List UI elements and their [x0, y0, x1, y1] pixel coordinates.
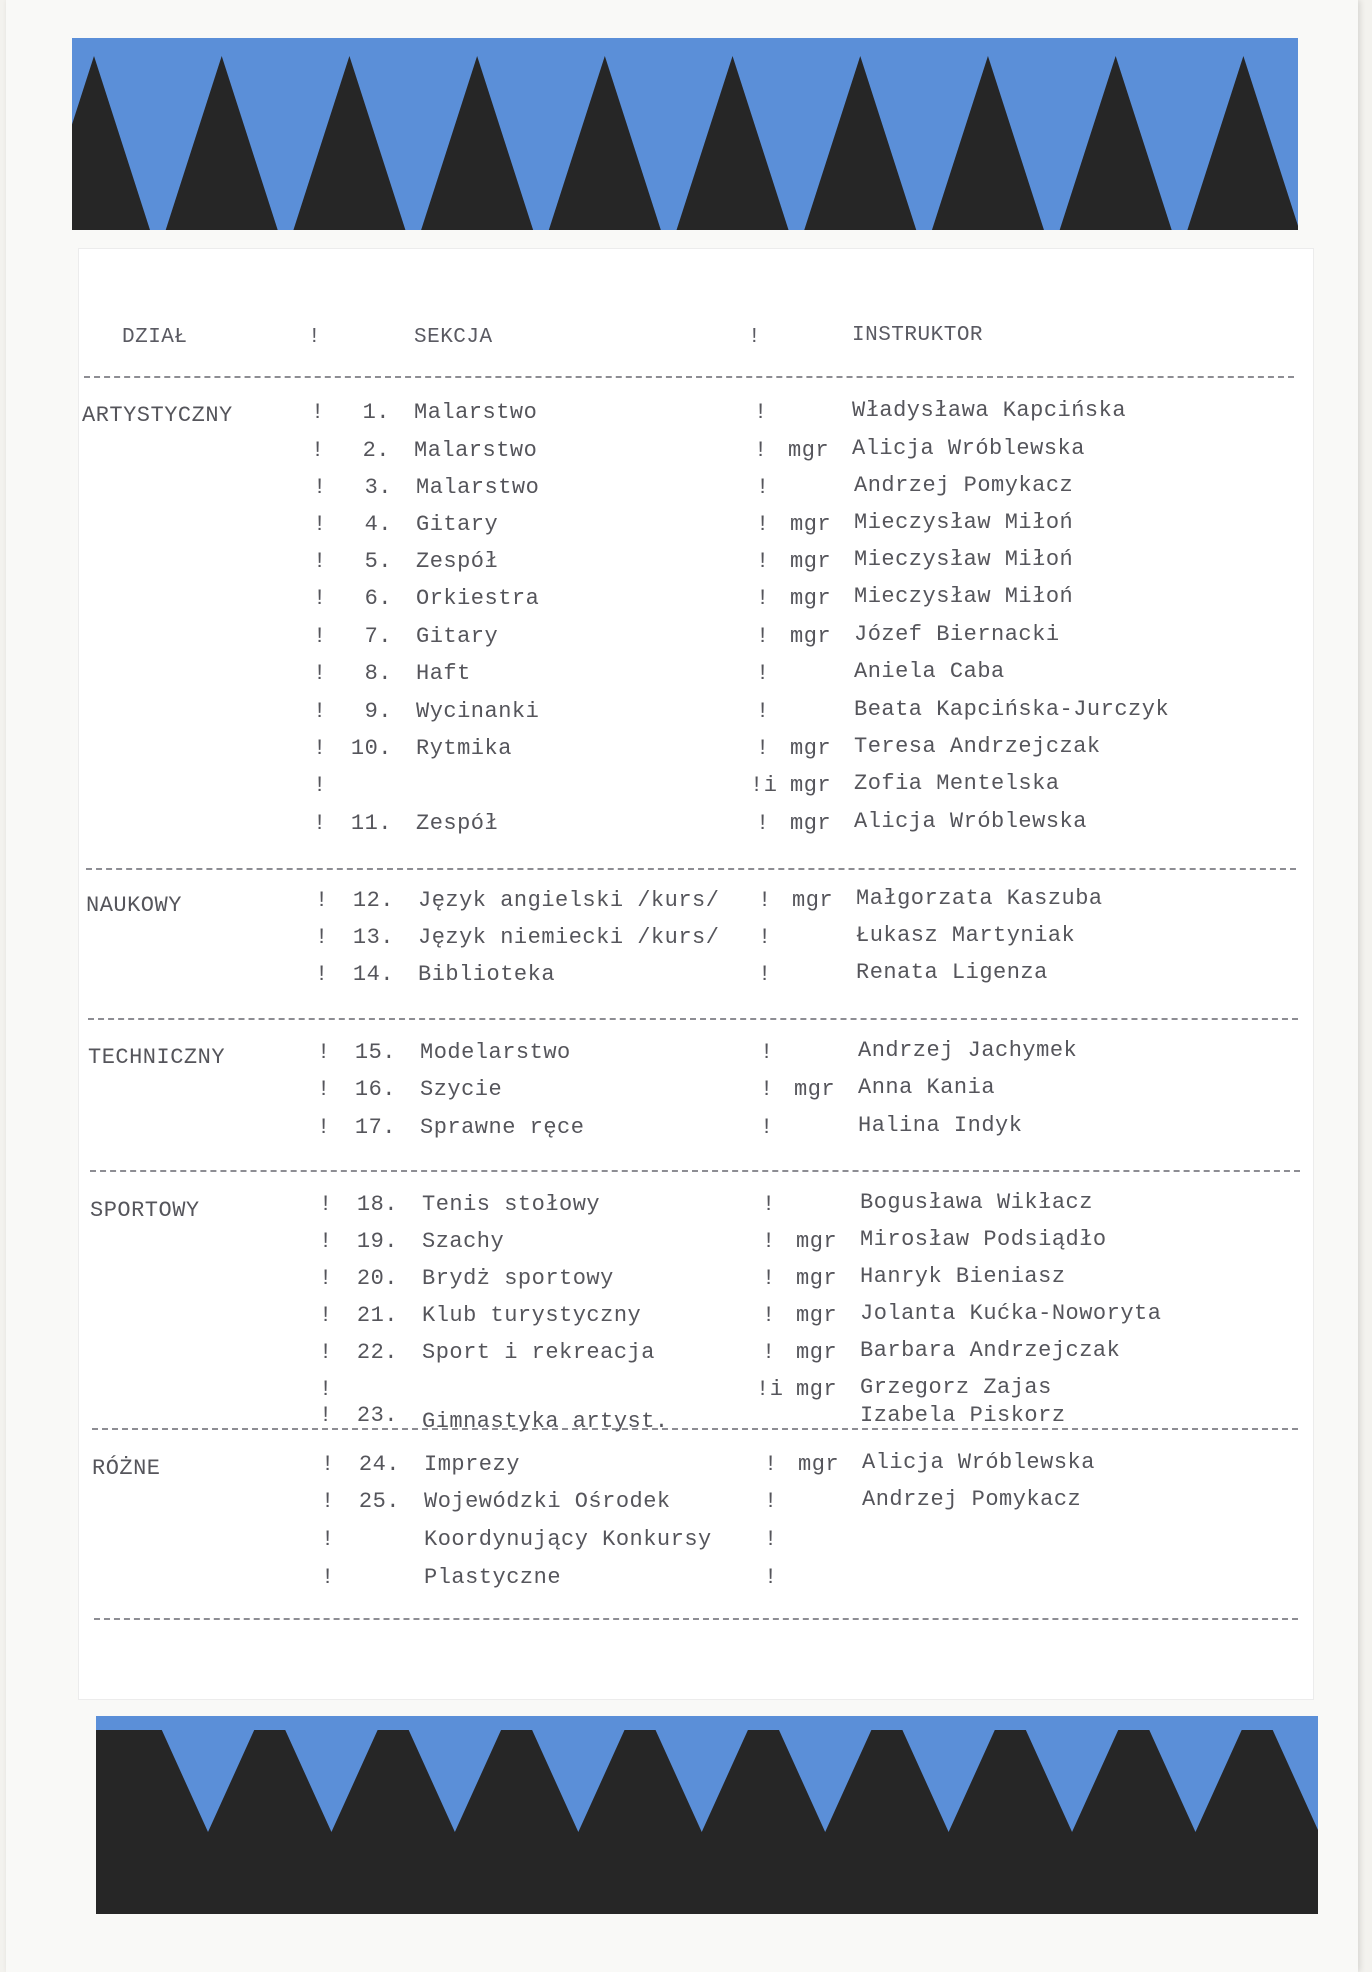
instructor-name: Małgorzata Kaszuba [856, 886, 1103, 911]
section-number: 22. [356, 1340, 398, 1365]
section-name: Haft [416, 661, 471, 686]
column-separator: ! [758, 925, 772, 950]
instructor-title: mgr [790, 512, 832, 537]
instructor-title: mgr [796, 1340, 838, 1365]
column-separator: ! [756, 811, 770, 836]
document-page [6, 0, 1358, 1972]
row-divider [88, 1018, 1298, 1020]
section-name: Klub turystyczny [422, 1303, 642, 1328]
section-name: Język angielski /kurs/ [418, 888, 720, 913]
column-separator: ! [756, 512, 770, 537]
instructor-title: mgr [790, 549, 832, 574]
section-number: 8. [364, 661, 392, 686]
section-name: Gimnastyka artyst. [422, 1409, 669, 1434]
column-separator: !i [750, 773, 778, 798]
instructor-name: Mirosław Podsiądło [860, 1227, 1107, 1252]
instructor-name: Hanryk Bieniasz [860, 1264, 1066, 1289]
column-separator: ! [315, 925, 329, 950]
column-separator: ! [758, 888, 772, 913]
column-separator: ! [764, 1565, 778, 1590]
section-number: 2. [362, 438, 390, 463]
section-number: 17. [354, 1115, 396, 1140]
section-number: 25. [358, 1489, 400, 1514]
column-separator: ! [319, 1403, 333, 1428]
column-separator: ! [319, 1192, 333, 1217]
section-name: Tenis stołowy [422, 1192, 601, 1217]
section-name: Imprezy [424, 1452, 520, 1477]
header-separator: ! [308, 326, 322, 349]
column-separator: ! [313, 661, 327, 686]
column-separator: ! [756, 736, 770, 761]
row-divider [90, 1170, 1300, 1172]
section-number: 13. [352, 925, 394, 950]
section-number: 14. [352, 962, 394, 987]
column-separator: ! [317, 1115, 331, 1140]
column-separator: ! [754, 400, 768, 425]
department-label-rozne: RÓŻNE [92, 1456, 161, 1481]
column-separator: ! [756, 661, 770, 686]
section-name: Malarstwo [414, 400, 538, 425]
section-name: Język niemiecki /kurs/ [418, 925, 720, 950]
column-separator: ! [313, 773, 327, 798]
section-name: Malarstwo [416, 475, 540, 500]
section-number: 16. [354, 1077, 396, 1102]
table-sheet [78, 248, 1314, 1700]
section-name: Wojewódzki Ośrodek [424, 1489, 671, 1514]
section-name: Malarstwo [414, 438, 538, 463]
section-name: Gitary [416, 512, 499, 537]
column-separator: ! [762, 1192, 776, 1217]
instructor-title: mgr [790, 624, 832, 649]
column-separator: ! [313, 811, 327, 836]
column-separator: ! [311, 400, 325, 425]
header-sekcja: SEKCJA [414, 326, 493, 349]
column-separator: ! [756, 586, 770, 611]
instructor-title: mgr [796, 1377, 838, 1402]
section-number: 21. [356, 1303, 398, 1328]
instructor-name: Renata Ligenza [856, 960, 1048, 985]
column-separator: ! [754, 438, 768, 463]
column-separator: ! [317, 1040, 331, 1065]
column-separator: ! [313, 736, 327, 761]
column-separator: ! [313, 699, 327, 724]
instructor-name: Zofia Mentelska [854, 771, 1060, 796]
column-separator: ! [756, 549, 770, 574]
column-separator: ! [313, 512, 327, 537]
row-divider [92, 1428, 1298, 1430]
instructor-name: Izabela Piskorz [860, 1403, 1066, 1428]
section-name: Wycinanki [416, 699, 540, 724]
section-number: 5. [364, 549, 392, 574]
section-name: Zespół [416, 549, 499, 574]
section-number: 4. [364, 512, 392, 537]
row-divider [86, 868, 1296, 870]
column-separator: ! [762, 1303, 776, 1328]
instructor-name: Mieczysław Miłoń [854, 584, 1074, 609]
column-separator: ! [321, 1565, 335, 1590]
section-number: 20. [356, 1266, 398, 1291]
section-name: Szachy [422, 1229, 505, 1254]
instructor-name: Józef Biernacki [854, 622, 1060, 647]
column-separator: ! [762, 1340, 776, 1365]
header-dzial: DZIAŁ [122, 326, 188, 349]
section-name: Brydż sportowy [422, 1266, 614, 1291]
instructor-title: mgr [790, 773, 832, 798]
instructor-name: Bogusława Wikłacz [860, 1190, 1093, 1215]
column-separator: ! [764, 1527, 778, 1552]
instructor-name: Aniela Caba [854, 659, 1005, 684]
instructor-name: Halina Indyk [858, 1113, 1023, 1138]
instructor-title: mgr [792, 888, 834, 913]
column-separator: ! [319, 1303, 333, 1328]
department-label-artystyczny: ARTYSTYCZNY [82, 403, 233, 428]
column-separator: ! [319, 1229, 333, 1254]
section-number: 9. [364, 699, 392, 724]
instructor-name: Łukasz Martyniak [856, 923, 1076, 948]
header-instruktor: INSTRUKTOR [852, 324, 984, 347]
instructor-title: mgr [796, 1303, 838, 1328]
department-label-techniczny: TECHNICZNY [88, 1045, 226, 1070]
instructor-title: mgr [796, 1229, 838, 1254]
column-separator: ! [762, 1229, 776, 1254]
instructor-name: Andrzej Pomykacz [854, 473, 1074, 498]
section-name: Modelarstwo [420, 1040, 571, 1065]
column-separator: ! [756, 624, 770, 649]
column-separator: ! [317, 1077, 331, 1102]
column-separator: ! [321, 1527, 335, 1552]
instructor-title: mgr [790, 736, 832, 761]
column-separator: ! [313, 624, 327, 649]
section-number: 15. [354, 1040, 396, 1065]
instructor-title: mgr [794, 1077, 836, 1102]
instructor-name: Grzegorz Zajas [860, 1375, 1052, 1400]
department-label-sportowy: SPORTOWY [90, 1198, 200, 1223]
section-name: Szycie [420, 1077, 503, 1102]
section-number: 3. [364, 475, 392, 500]
section-number: 7. [364, 624, 392, 649]
section-name: Rytmika [416, 736, 512, 761]
column-separator: ! [760, 1077, 774, 1102]
instructor-name: Mieczysław Miłoń [854, 510, 1074, 535]
bottom-decorative-band [96, 1716, 1318, 1914]
column-separator: ! [313, 549, 327, 574]
section-number: 11. [350, 811, 392, 836]
instructor-title: mgr [790, 586, 832, 611]
section-number: 24. [358, 1452, 400, 1477]
header-separator: ! [748, 326, 762, 349]
column-separator: ! [311, 438, 325, 463]
instructor-name: Andrzej Pomykacz [862, 1487, 1082, 1512]
section-number: 10. [350, 736, 392, 761]
section-name: Biblioteka [418, 962, 556, 987]
column-separator: ! [313, 586, 327, 611]
column-separator: ! [756, 475, 770, 500]
instructor-name: Jolanta Kućka-Noworyta [860, 1301, 1162, 1326]
top-decorative-band [72, 38, 1298, 230]
instructor-name: Beata Kapcińska-Jurczyk [854, 697, 1170, 722]
column-separator: ! [319, 1340, 333, 1365]
instructor-name: Władysława Kapcińska [852, 398, 1127, 423]
column-separator: ! [321, 1489, 335, 1514]
section-number: 23. [356, 1403, 398, 1428]
section-number: 12. [352, 888, 394, 913]
column-separator: ! [315, 888, 329, 913]
instructor-name: Mieczysław Miłoń [854, 547, 1074, 572]
column-separator: ! [313, 475, 327, 500]
column-separator: ! [321, 1452, 335, 1477]
section-name: Koordynujący Konkursy [424, 1527, 712, 1552]
department-label-naukowy: NAUKOWY [86, 893, 182, 918]
instructor-title: mgr [798, 1452, 840, 1477]
row-divider [84, 376, 1294, 378]
column-separator: ! [760, 1040, 774, 1065]
section-name: Orkiestra [416, 586, 540, 611]
column-separator: ! [319, 1377, 333, 1402]
column-separator: ! [319, 1266, 333, 1291]
section-number: 6. [364, 586, 392, 611]
row-divider [94, 1618, 1298, 1620]
section-number: 19. [356, 1229, 398, 1254]
column-separator: ! [315, 962, 329, 987]
section-name: Gitary [416, 624, 499, 649]
instructor-title: mgr [788, 438, 830, 463]
column-separator: ! [760, 1115, 774, 1140]
column-separator: ! [764, 1452, 778, 1477]
instructor-name: Alicja Wróblewska [854, 809, 1087, 834]
instructor-name: Alicja Wróblewska [862, 1450, 1095, 1475]
section-number: 18. [356, 1192, 398, 1217]
section-number: 1. [362, 400, 390, 425]
section-name: Sport i rekreacja [422, 1340, 655, 1365]
instructor-name: Alicja Wróblewska [852, 436, 1085, 461]
instructor-name: Barbara Andrzejczak [860, 1338, 1121, 1363]
column-separator: ! [756, 699, 770, 724]
column-separator: ! [764, 1489, 778, 1514]
column-separator: ! [758, 962, 772, 987]
instructor-title: mgr [790, 811, 832, 836]
instructor-name: Teresa Andrzejczak [854, 734, 1101, 759]
column-separator: !i [756, 1377, 784, 1402]
section-name: Plastyczne [424, 1565, 562, 1590]
section-name: Sprawne ręce [420, 1115, 585, 1140]
instructor-name: Anna Kania [858, 1075, 996, 1100]
instructor-name: Andrzej Jachymek [858, 1038, 1078, 1063]
section-name: Zespół [416, 811, 499, 836]
column-separator: ! [762, 1266, 776, 1291]
instructor-title: mgr [796, 1266, 838, 1291]
